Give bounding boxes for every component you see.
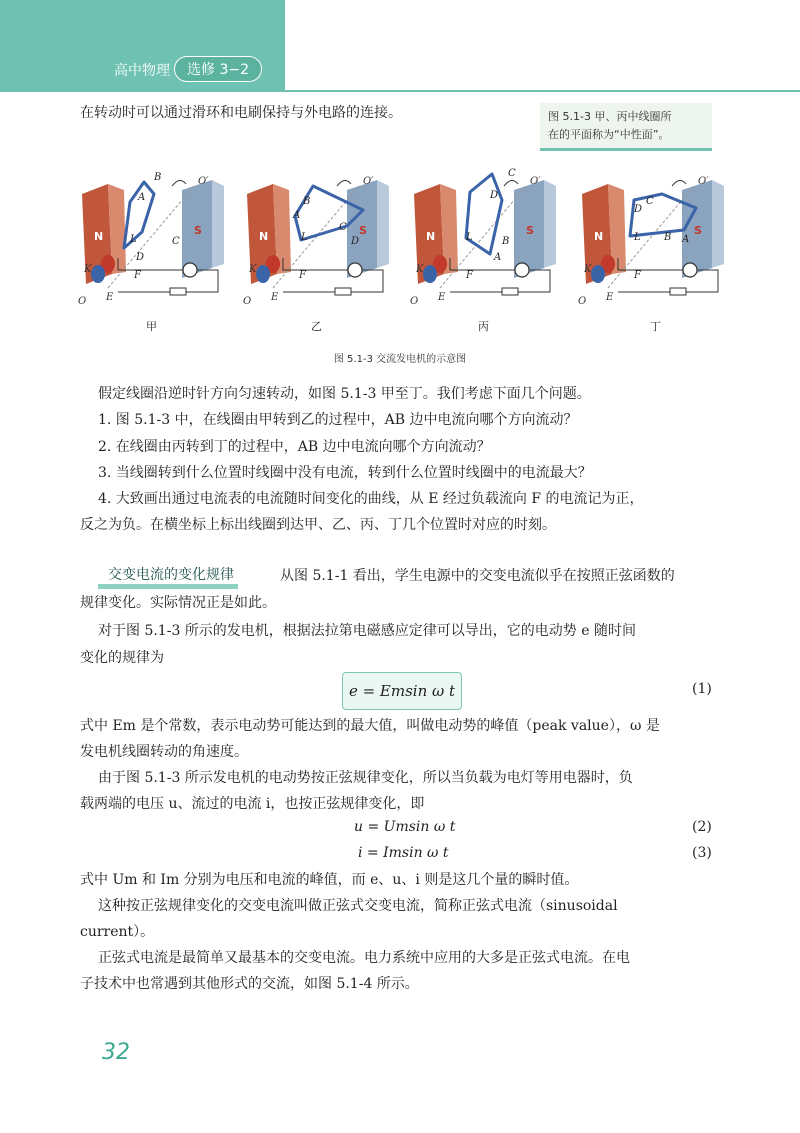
question-4: 4. 大致画出通过电流表的电流随时间变化的曲线，从 E 经过负载流向 F 的电流记为正， bbox=[98, 491, 644, 507]
magnet-s-side bbox=[212, 180, 224, 268]
brush-label-e: E bbox=[438, 292, 446, 303]
coil-vertex-label: D bbox=[490, 190, 499, 201]
formula-current: i = Imsin ω t bbox=[358, 845, 449, 861]
coil-vertex-label: B bbox=[303, 196, 311, 207]
ammeter bbox=[683, 263, 697, 277]
coil-vertex-label: C bbox=[646, 196, 654, 207]
rotation-arrow bbox=[337, 180, 351, 186]
paragraph: current）。 bbox=[80, 924, 155, 940]
question-3: 3. 当线圈转到什么位置时线圈中没有电流，转到什么位置时线圈中的电流最大？ bbox=[98, 465, 592, 481]
paragraph: 式中 Em 是个常数，表示电动势可能达到的最大值，叫做电动势的峰值（peak value），ω 是 bbox=[80, 718, 660, 734]
formula-emf: e = Emsin ω t bbox=[348, 682, 456, 700]
coil-vertex-label: C bbox=[172, 236, 180, 247]
equation-number: (2) bbox=[692, 819, 712, 835]
brush-label-f: F bbox=[466, 270, 473, 281]
axis-label-top: O′ bbox=[198, 176, 209, 187]
intro-line: 在转动时可以通过滑环和电刷保持与外电路的连接。 bbox=[80, 105, 402, 121]
side-note-line: 在的平面称为“中性面”。 bbox=[548, 128, 670, 141]
brush-label-f: F bbox=[299, 270, 306, 281]
coil-vertex-label: C bbox=[339, 222, 347, 233]
coil-vertex-label: D bbox=[136, 252, 145, 263]
brush-label-f: F bbox=[134, 270, 141, 281]
book-title: 高中物理 bbox=[114, 63, 170, 79]
question-4-cont: 反之为负。在横坐标上标出线圈到达甲、乙、丙、丁几个位置时对应的时刻。 bbox=[80, 517, 556, 533]
paragraph: 正弦式电流是最简单又最基本的交变电流。电力系统中应用的大多是正弦式电流。在电 bbox=[98, 950, 630, 966]
figure-caption: 图 5.1-3 交流发电机的示意图 bbox=[333, 354, 467, 365]
panel-label-ding: 丁 bbox=[650, 320, 661, 333]
brush-label-e: E bbox=[271, 292, 279, 303]
coil-vertex-label: B bbox=[154, 172, 162, 183]
brush-label-e: E bbox=[606, 292, 614, 303]
coil-vertex-label: L bbox=[634, 232, 641, 243]
magnet-s-side bbox=[377, 180, 389, 268]
magnet-s-label: S bbox=[194, 224, 202, 237]
equation-number: (1) bbox=[692, 681, 712, 697]
slip-ring bbox=[591, 265, 605, 283]
section-heading: 交变电流的变化规律 bbox=[98, 566, 238, 589]
formula-box bbox=[342, 672, 462, 710]
rotation-arrow bbox=[672, 180, 686, 186]
magnet-s-label: S bbox=[359, 224, 367, 237]
question-1: 1. 图 5.1-3 中，在线圈由甲转到乙的过程中，AB 边中电流向哪个方向流动？ bbox=[98, 412, 578, 428]
ammeter bbox=[183, 263, 197, 277]
coil-vertex-label: A bbox=[293, 210, 301, 221]
ammeter bbox=[515, 263, 529, 277]
module-badge: 选修 3−2 bbox=[174, 56, 262, 82]
panel-label-yi: 乙 bbox=[311, 320, 322, 333]
magnet-n-label: N bbox=[426, 230, 436, 243]
brush-label-f: F bbox=[634, 270, 641, 281]
axis-label-top: O′ bbox=[363, 176, 374, 187]
magnet-n-label: N bbox=[594, 230, 604, 243]
panel-label-jia: 甲 bbox=[146, 320, 157, 333]
axis-label-bottom: O bbox=[78, 296, 87, 307]
brush-label-k: K bbox=[584, 264, 592, 275]
paragraph: 对于图 5.1-3 所示的发电机，根据法拉第电磁感应定律可以导出，它的电动势 e 随时间 bbox=[98, 623, 636, 639]
questions-intro: 假定线圈沿逆时针方向匀速转动，如图 5.1-3 甲至丁。我们考虑下面几个问题。 bbox=[98, 386, 591, 402]
rotation-arrow bbox=[172, 180, 186, 186]
paragraph: 变化的规律为 bbox=[80, 650, 164, 666]
coil-vertex-label: D bbox=[351, 236, 360, 247]
formula-voltage: u = Umsin ω t bbox=[354, 819, 456, 835]
coil-vertex-label: A bbox=[138, 192, 146, 203]
slip-ring bbox=[91, 265, 105, 283]
equation-number: (3) bbox=[692, 845, 712, 861]
load-resistor bbox=[170, 288, 186, 295]
coil-vertex-label: A bbox=[682, 234, 690, 245]
side-note-line: 图 5.1-3 甲、丙中线圈所 bbox=[548, 110, 672, 123]
brush-label-e: E bbox=[106, 292, 114, 303]
header-rule bbox=[285, 90, 800, 92]
coil-vertex-label: L bbox=[301, 232, 308, 243]
load-resistor bbox=[502, 288, 518, 295]
rotation-arrow bbox=[504, 180, 518, 186]
coil-vertex-label: B bbox=[502, 236, 510, 247]
side-note bbox=[540, 103, 712, 151]
slip-ring bbox=[256, 265, 270, 283]
coil-vertex-label: B bbox=[664, 232, 672, 243]
question-2: 2. 在线圈由丙转到丁的过程中，AB 边中电流向哪个方向流动？ bbox=[98, 439, 491, 455]
coil-vertex-label: L bbox=[130, 234, 137, 245]
axis-label-top: O′ bbox=[698, 176, 709, 187]
coil-vertex-label: D bbox=[634, 204, 643, 215]
coil-vertex-label: C bbox=[508, 168, 516, 179]
brush-label-k: K bbox=[416, 264, 424, 275]
paragraph: 从图 5.1-1 看出，学生电源中的交变电流似乎在按照正弦函数的 bbox=[280, 568, 675, 584]
load-resistor bbox=[670, 288, 686, 295]
ammeter bbox=[348, 263, 362, 277]
axis-label-bottom: O bbox=[243, 296, 252, 307]
paragraph: 发电机线圈转动的角速度。 bbox=[80, 744, 248, 760]
magnet-n-label: N bbox=[94, 230, 104, 243]
page-number: 32 bbox=[102, 1040, 130, 1065]
magnet-s-side bbox=[544, 180, 556, 268]
load-resistor bbox=[335, 288, 351, 295]
magnet-s-side bbox=[712, 180, 724, 268]
slip-ring bbox=[423, 265, 437, 283]
panel-label-bing: 丙 bbox=[478, 320, 489, 333]
brush-label-k: K bbox=[249, 264, 257, 275]
coil-vertex-label: L bbox=[466, 232, 473, 243]
paragraph: 式中 Um 和 Im 分别为电压和电流的峰值，而 e、u、i 则是这几个量的瞬时值。 bbox=[80, 872, 579, 888]
axis-label-top: O′ bbox=[530, 176, 541, 187]
paragraph: 载两端的电压 u、流过的电流 i，也按正弦规律变化，即 bbox=[80, 796, 425, 812]
paragraph: 这种按正弦规律变化的交变电流叫做正弦式交变电流，简称正弦式电流（sinusoidal bbox=[98, 898, 618, 914]
magnet-s-label: S bbox=[526, 224, 534, 237]
paragraph: 子技术中也常遇到其他形式的交流，如图 5.1-4 所示。 bbox=[80, 976, 419, 992]
paragraph: 规律变化。实际情况正是如此。 bbox=[80, 595, 276, 611]
coil-vertex-label: A bbox=[494, 252, 502, 263]
magnet-s-label: S bbox=[694, 224, 702, 237]
axis-label-bottom: O bbox=[578, 296, 587, 307]
generator-figure bbox=[0, 160, 800, 320]
magnet-n-label: N bbox=[259, 230, 269, 243]
paragraph: 由于图 5.1-3 所示发电机的电动势按正弦规律变化，所以当负载为电灯等用电器时，负 bbox=[98, 770, 633, 786]
brush-label-k: K bbox=[84, 264, 92, 275]
axis-label-bottom: O bbox=[410, 296, 419, 307]
